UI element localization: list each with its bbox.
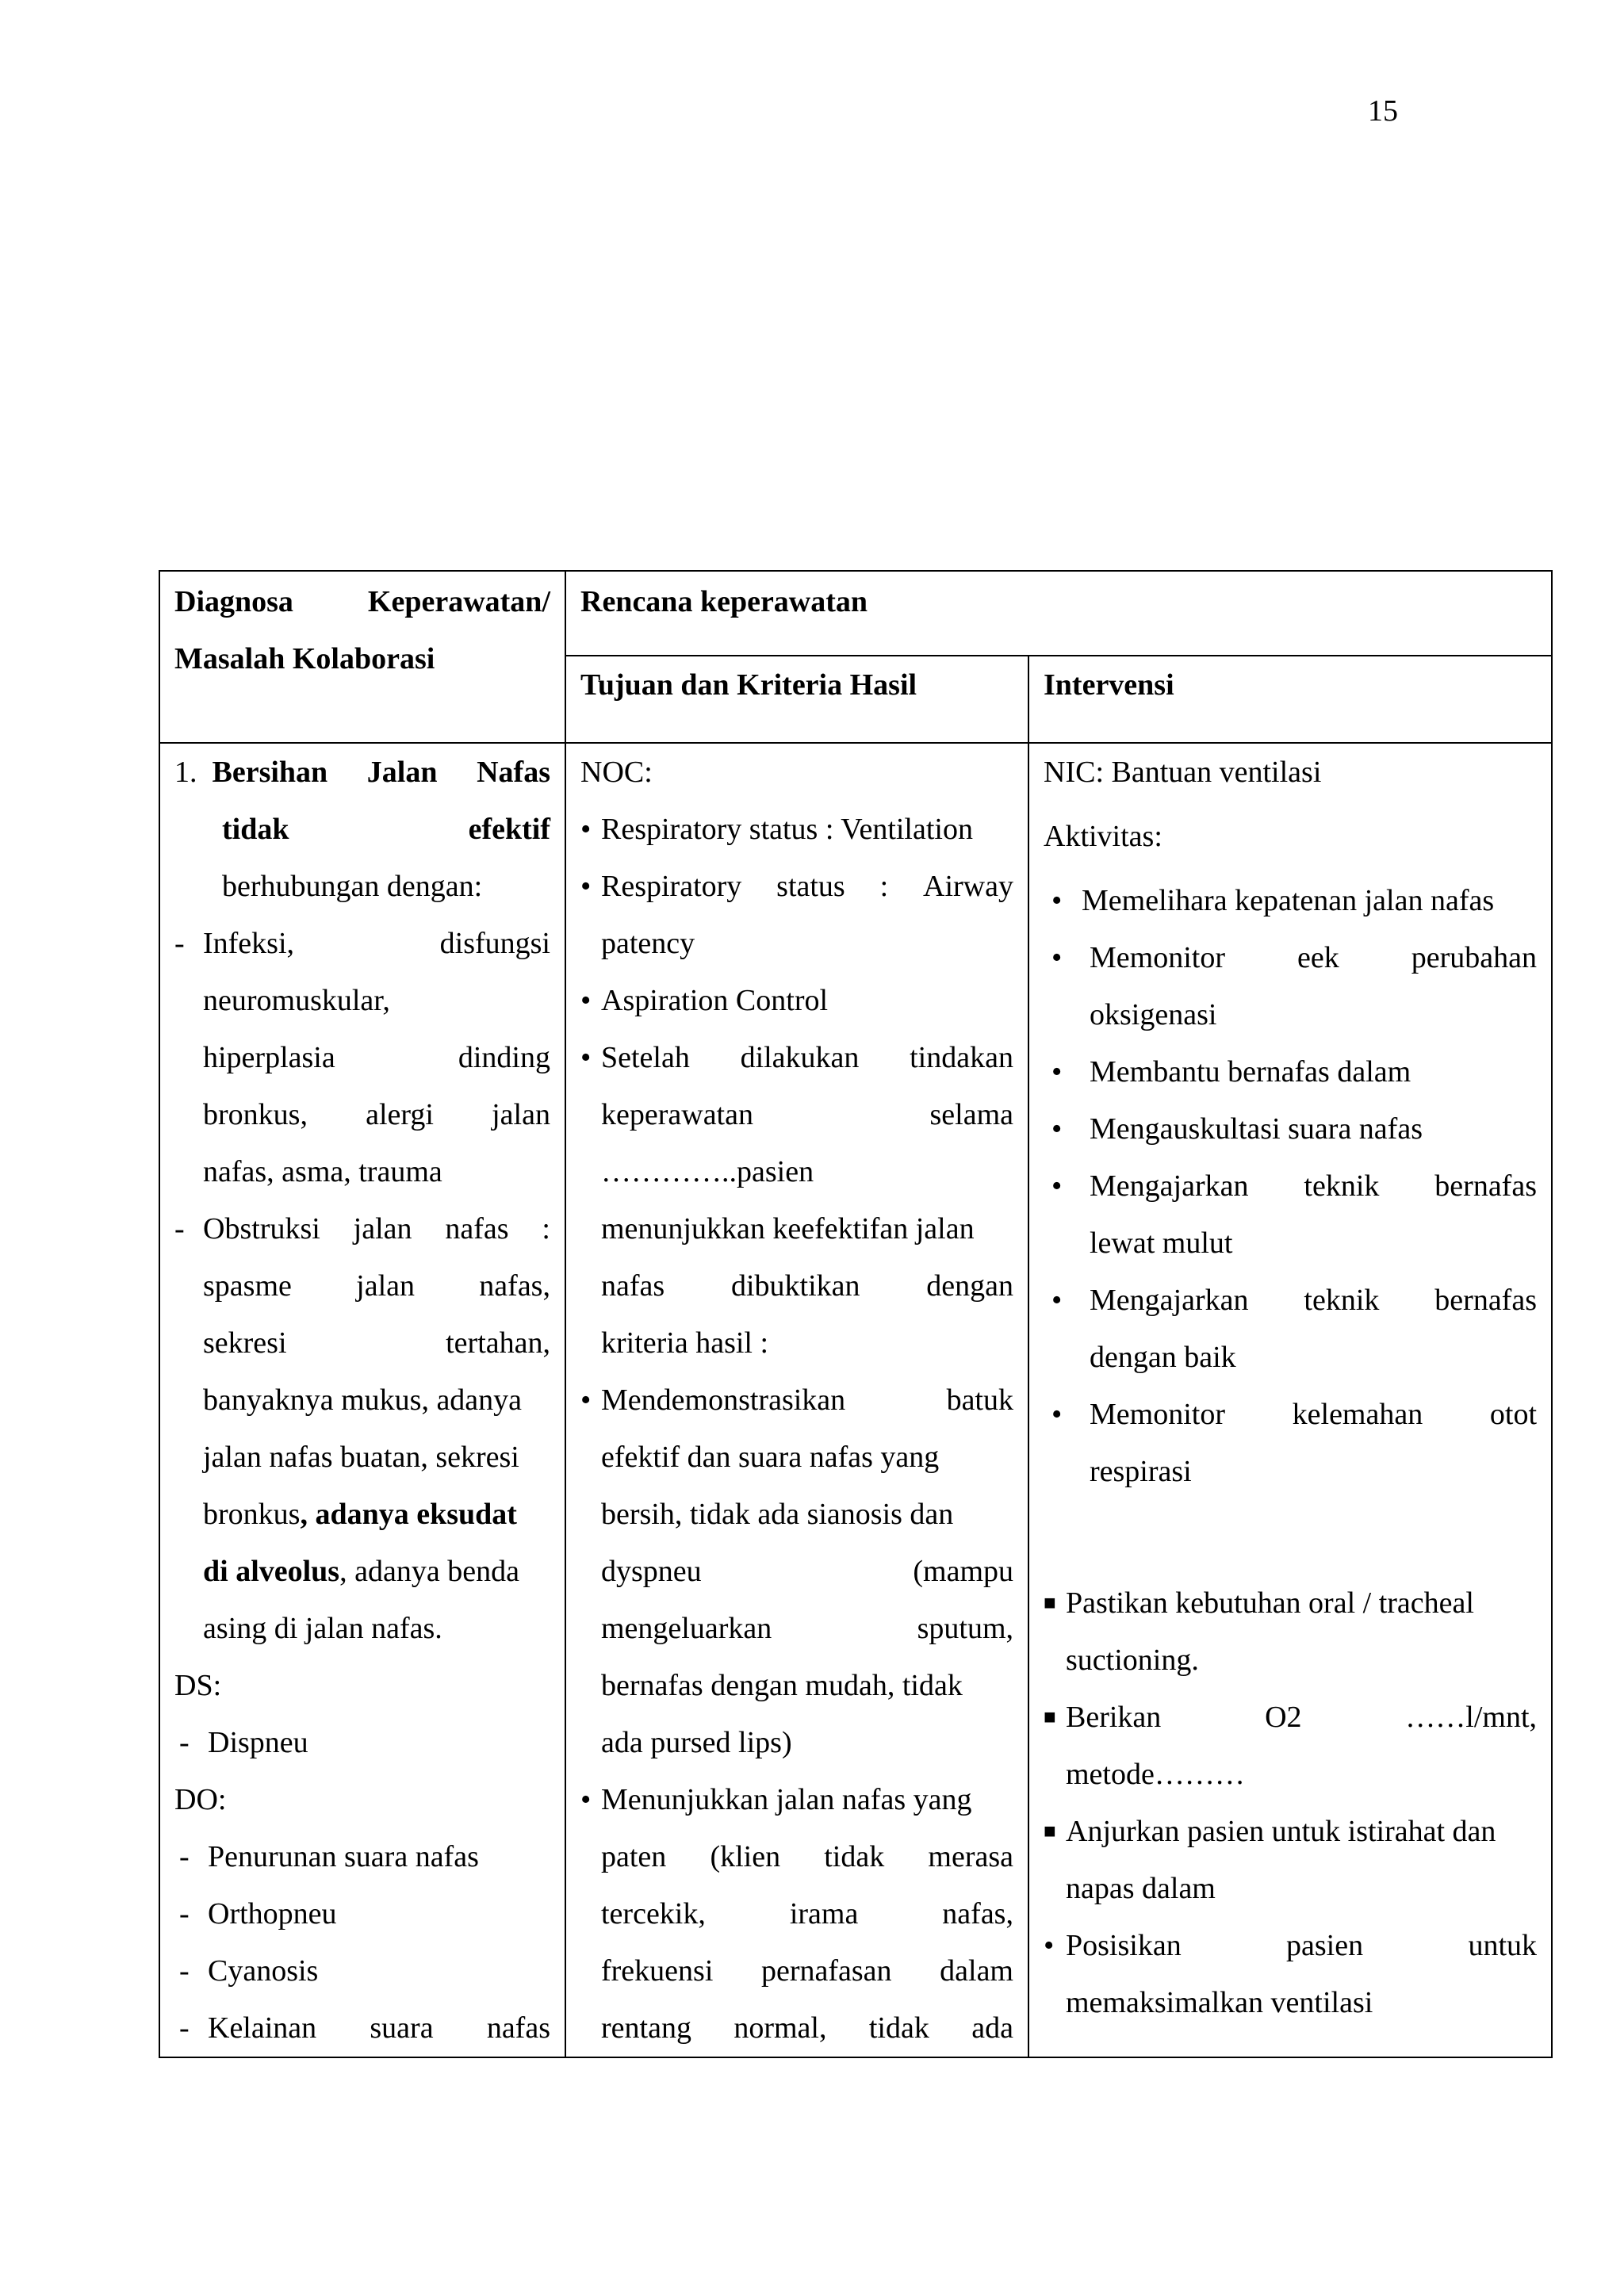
activity-item: • Memonitor kelemahan otot respirasi [1051, 1398, 1538, 1488]
diagnosis-cell: 1. Bersihan Jalan Nafas tidak efektif berhubungan dengan: - Infeksi, disfungsi neuromuskular, hiperplasia dinding bronkus, alergi jalan nafas, asma, trauma - Obstruksi jalan nafas : spasme jalan nafas, sekresi tertahan, banyaknya mukus, adanya jalan nafas buatan, sekresi bronkus, adanya eksudat di alveolus, adanya benda asing di jalan nafas. DS: - Dispneu DO: - Penurunan suara nafas - Orthopneu - Cyanosis - Kelainan suara nafas [159, 743, 565, 2057]
intervention-item: • Posisikan pasien untuk memaksimalkan ventilasi [1044, 1929, 1537, 2019]
header-intervensi: Intervensi [1028, 656, 1552, 743]
header-tujuan: Tujuan dan Kriteria Hasil [565, 656, 1028, 743]
obstruksi-item: - Obstruksi jalan nafas : [174, 1212, 550, 1246]
activity-item: • Mengajarkan teknik bernafas lewat mulut [1051, 1169, 1537, 1260]
ds-label: DS: [174, 1669, 222, 1702]
noc-item: • Mendemonstrasikan batuk efektif dan suara nafas yang bersih, tidak ada sianosis dan dyspneu (mampu mengeluarkan sputum, bernafas dengan mudah, tidak ada pursed lips) [580, 1383, 1013, 1759]
noc-item: • Aspiration Control [580, 984, 829, 1017]
noc-item: • Respiratory status : Ventilation [580, 813, 973, 846]
activity-item: • Mengajarkan teknik bernafas dengan baik [1051, 1284, 1537, 1374]
activity-item: • Mengauskultasi suara nafas [1051, 1112, 1423, 1146]
intervention-item: ■ Anjurkan pasien untuk istirahat dan napas dalam [1044, 1815, 1496, 1905]
intervention-item: ■ Pastikan kebutuhan oral / tracheal suctioning. [1044, 1586, 1474, 1677]
nursing-care-plan-table [159, 570, 1553, 2058]
header-diagnosa: Diagnosa Keperawatan/ Masalah Kolaborasi [159, 571, 565, 743]
noc-item: • Respiratory status : Airway patency [580, 870, 1013, 960]
tujuan-cell [565, 743, 1028, 2057]
activity-item: • Memonitor eek perubahan oksigenasi [1051, 941, 1538, 1031]
nic-label: NIC: Bantuan ventilasi [1044, 756, 1322, 789]
intervensi-cell [1028, 743, 1552, 2057]
activity-item: • Memelihara kepatenan jalan nafas [1051, 884, 1495, 917]
page-number: 15 [1368, 94, 1398, 128]
do-label: DO: [174, 1783, 227, 1816]
activity-item: • Membantu bernafas dalam [1051, 1055, 1411, 1089]
infeksi-item: - Infeksi, disfungsi [174, 927, 550, 960]
noc-item: • Menunjukkan jalan nafas yang paten (klien tidak merasa tercekik, irama nafas, frekuensi pernafasan dalam rentang normal, tidak ada [580, 1783, 1013, 2045]
aktivitas-label: Aktivitas: [1044, 820, 1162, 853]
noc-item: • Setelah dilakukan tindakan keperawatan selama …………..pasien menunjukkan keefektifan jalan nafas dibuktikan dengan kriteria hasil : [580, 1041, 1013, 1360]
header-rencana: Rencana keperawatan [565, 571, 1552, 656]
noc-label: NOC: [580, 756, 653, 789]
intervention-item: ■ Berikan O2 ……l/mnt, metode……… [1044, 1701, 1538, 1791]
